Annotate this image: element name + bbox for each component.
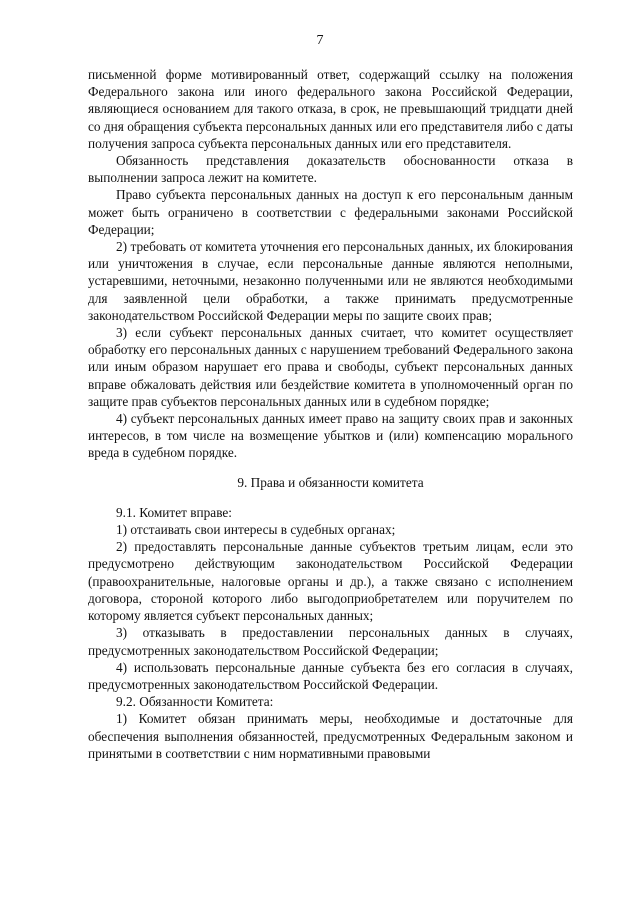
paragraph: Обязанность представления доказательств обоснованности отказа в выполнении запроса лежит на комитете. — [88, 153, 573, 186]
paragraph: 2) требовать от комитета уточнения его персональных данных, их блокирования или уничтожения в случае, если персональные данные являются неполными, устаревшими, неточными, незаконно полученными или не являются необходимыми для заявленной цели обработки, а также принимать предусмотренные законодательством Российской Федерации меры по защите своих прав; — [88, 239, 573, 323]
paragraph: 9.2. Обязанности Комитета: — [116, 694, 274, 710]
page-number: 7 — [316, 33, 324, 48]
paragraph: 3) отказывать в предоставлении персональных данных в случаях, предусмотренных законодательством Российской Федерации; — [88, 625, 573, 658]
paragraph: 4) субъект персональных данных имеет право на защиту своих прав и законных интересов, в том числе на возмещение убытков и (или) компенсацию морального вреда в судебном порядке. — [88, 411, 573, 461]
paragraph: 1) отстаивать свои интересы в судебных органах; — [116, 522, 396, 538]
paragraph: 9.1. Комитет вправе: — [116, 504, 232, 520]
paragraph: письменной форме мотивированный ответ, содержащий ссылку на положения Федерального закона или иного федерального закона Российской Федерации, являющиеся основанием для такого отказа, в срок, не превышающий тридцати дней со дня обращения субъекта персональных данных или его представителя либо с даты получения запроса субъекта персональных данных или его представителя. — [88, 67, 573, 151]
paragraph: 3) если субъект персональных данных считает, что комитет осуществляет обработку его персональных данных с нарушением требований Федерального закона или иным образом нарушает его права и свободы, субъект персональных данных вправе обжаловать действия или бездействие комитета в уполномоченный орган по защите прав субъектов персональных данных или в судебном порядке; — [88, 325, 573, 409]
paragraph: 2) предоставлять персональные данные субъектов третьим лицам, если это предусмотрено действующим законодательством Российской Федерации (правоохранительные, налоговые органы и др.), а также связано с исполнением договора, стороной которого либо выгодоприобретателем или поручителем по которому является субъект персональных данных; — [88, 539, 573, 624]
paragraph: Право субъекта персональных данных на доступ к его персональным данным может быть ограничено в соответствии с федеральными законами Российской Федерации; — [88, 187, 573, 237]
page-content — [88, 66, 573, 762]
section-heading: 9. Права и обязанности комитета — [237, 474, 424, 490]
paragraph: 1) Комитет обязан принимать меры, необходимые и достаточные для обеспечения выполнения обязанностей, предусмотренных Федеральным законом и принятыми в соответствии с ним нормативными правовыми — [88, 711, 573, 761]
paragraph: 4) использовать персональные данные субъекта без его согласия в случаях, предусмотренных законодательством Российской Федерации. — [88, 659, 573, 692]
